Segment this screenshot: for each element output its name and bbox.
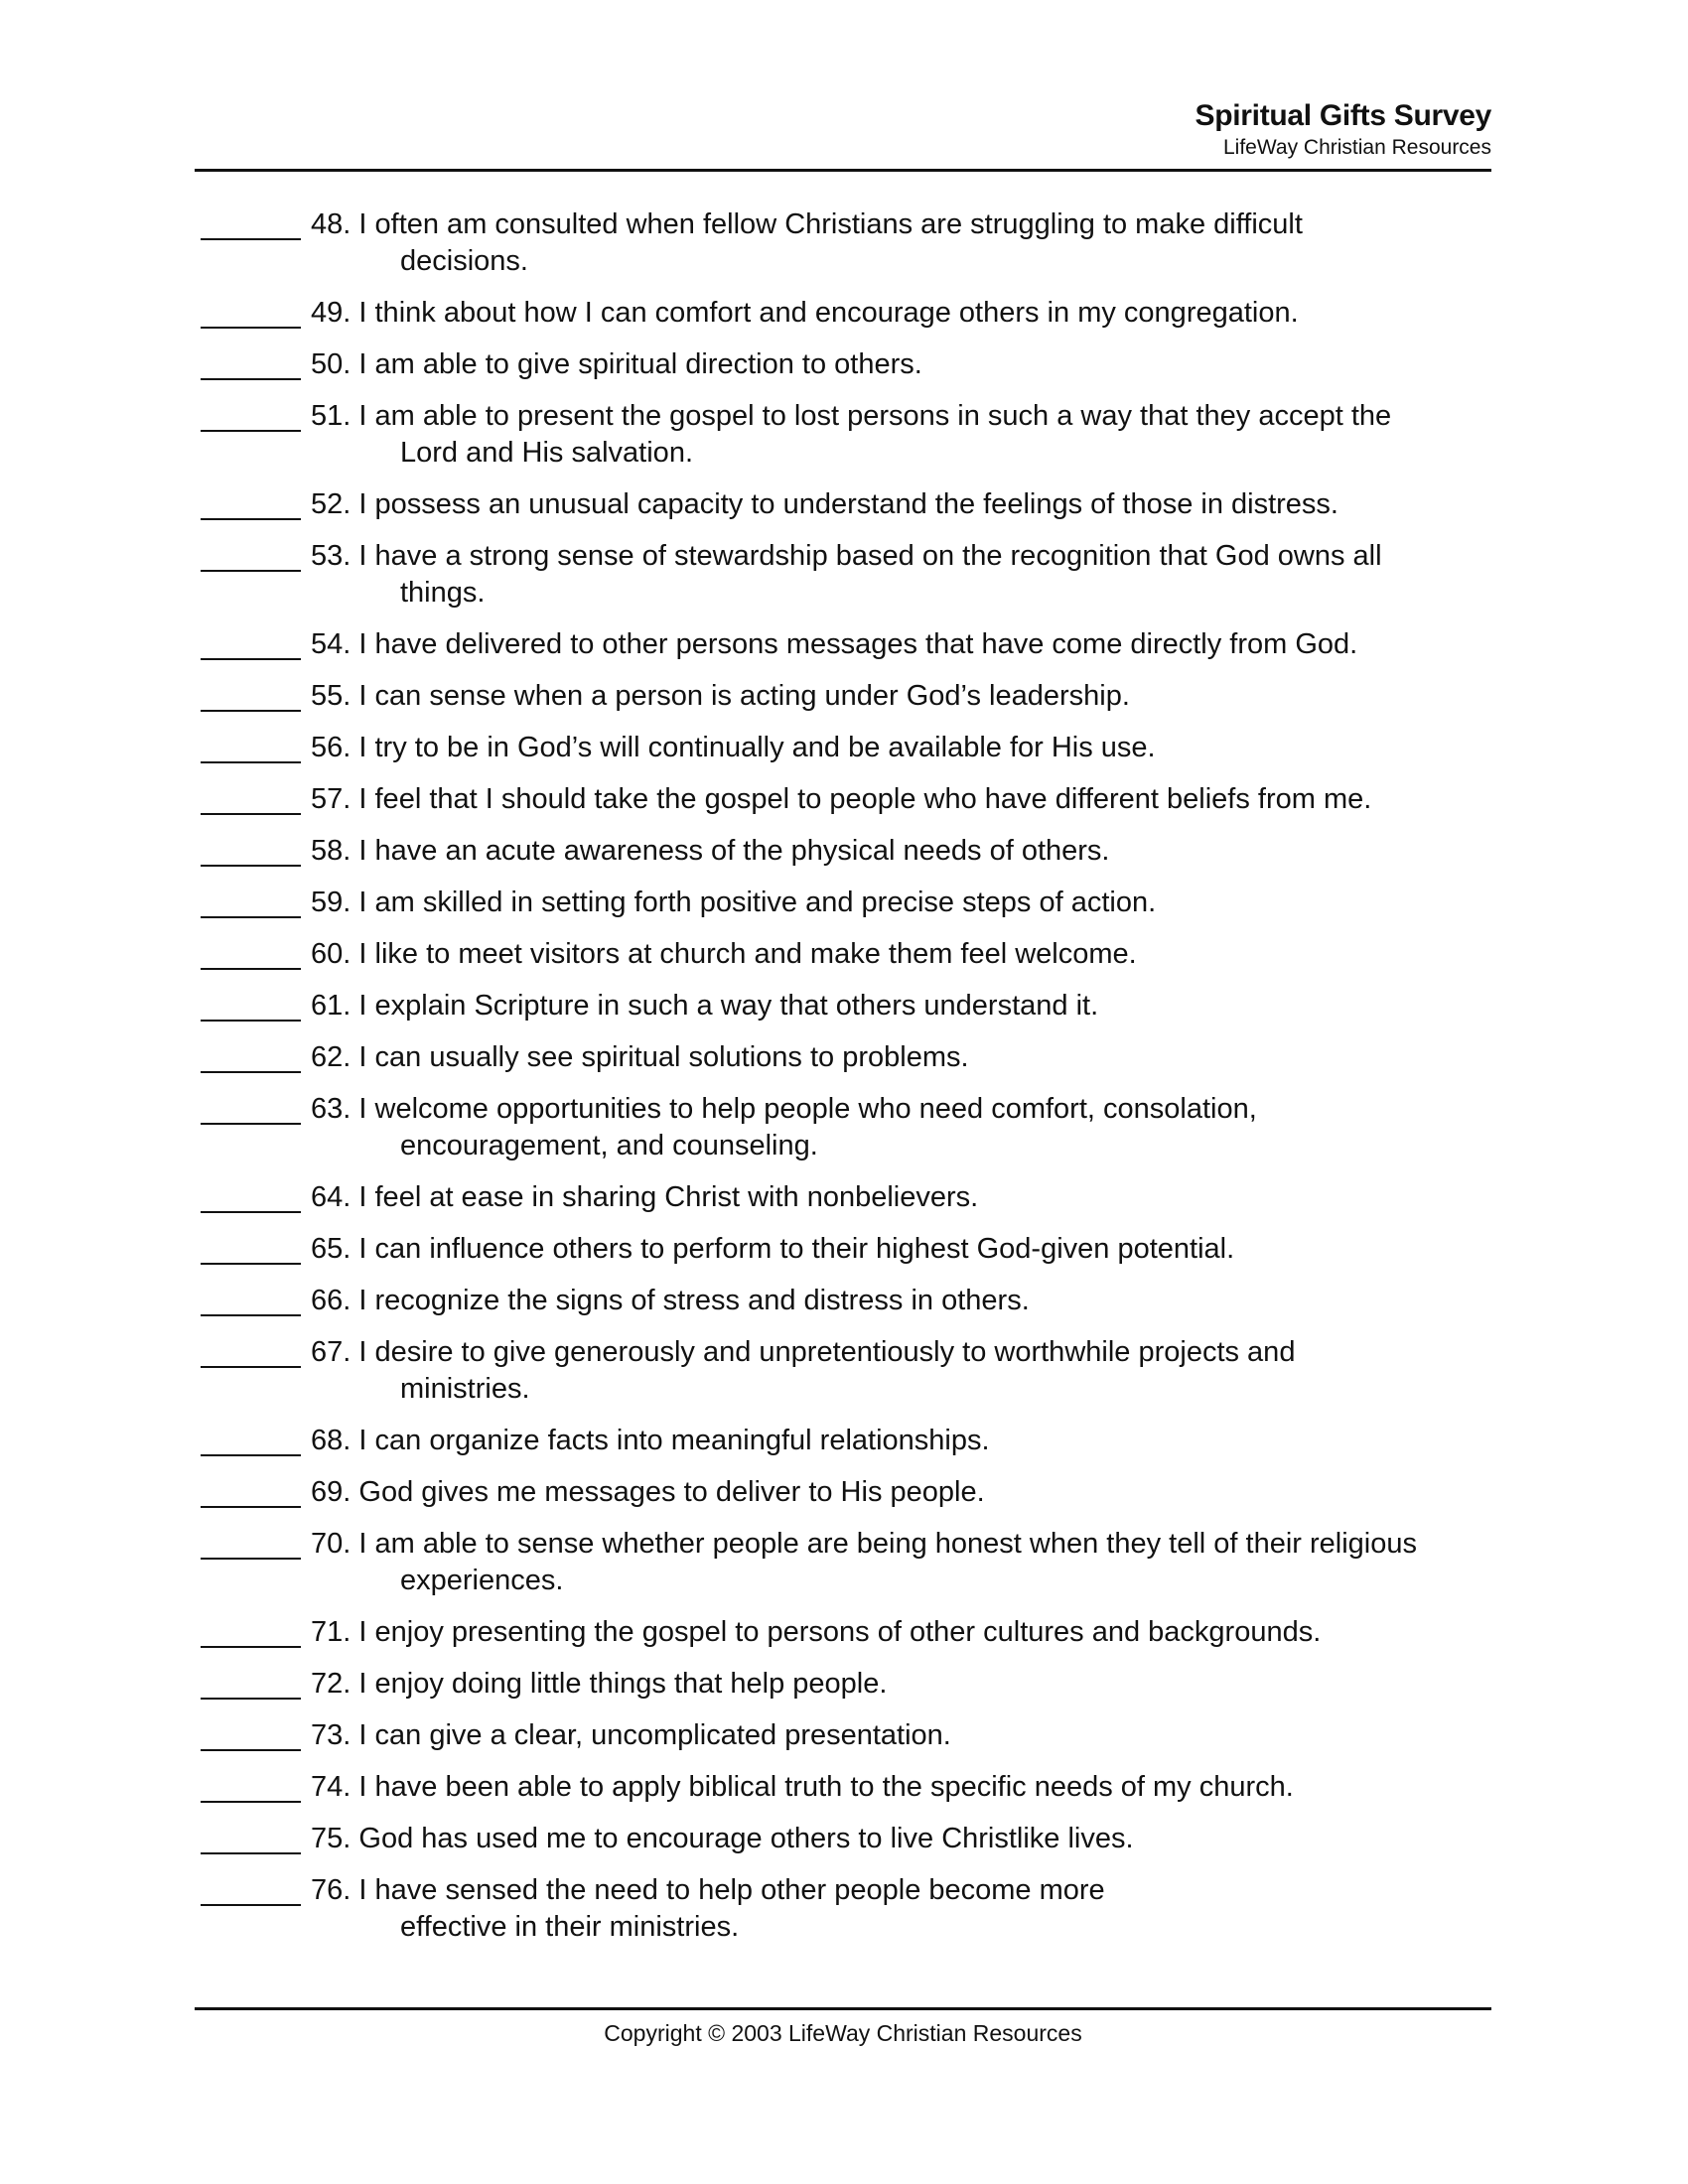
- question-statement: I can usually see spiritual solutions to problems.: [358, 1041, 969, 1073]
- question-item: [201, 936, 1491, 973]
- question-number: 75.: [311, 1823, 352, 1854]
- question-item: [201, 538, 1491, 612]
- question-text: [311, 1091, 1491, 1164]
- answer-blank[interactable]: [201, 1231, 301, 1265]
- question-statement: I enjoy doing little things that help people.: [358, 1668, 888, 1700]
- question-statement: God has used me to encourage others to live Christlike lives.: [358, 1823, 1134, 1854]
- question-statement-continued: effective in their ministries.: [400, 1911, 740, 1943]
- question-text: [311, 1474, 1491, 1511]
- answer-blank[interactable]: [201, 988, 301, 1022]
- question-number: 70.: [311, 1528, 352, 1560]
- answer-blank[interactable]: [201, 346, 301, 380]
- question-number: 61.: [311, 990, 352, 1022]
- answer-blank[interactable]: [201, 1717, 301, 1751]
- question-statement: I am able to present the gospel to lost persons in such a way that they accept the: [358, 400, 1392, 432]
- question-number: 72.: [311, 1668, 352, 1700]
- question-item: [201, 781, 1491, 818]
- question-number: 67.: [311, 1336, 352, 1368]
- question-number: 68.: [311, 1425, 352, 1456]
- question-statement: I welcome opportunities to help people who need comfort, consolation,: [358, 1093, 1257, 1125]
- question-statement: I have an acute awareness of the physical needs of others.: [358, 835, 1110, 867]
- question-number: 48.: [311, 208, 352, 240]
- question-statement-continued: things.: [400, 577, 486, 609]
- answer-blank[interactable]: [201, 833, 301, 867]
- question-number: 60.: [311, 938, 352, 970]
- answer-blank[interactable]: [201, 730, 301, 763]
- question-item: [201, 730, 1491, 766]
- question-statement-continued: ministries.: [400, 1373, 530, 1405]
- question-text: [311, 1179, 1491, 1216]
- question-number: 57.: [311, 783, 352, 815]
- question-item: [201, 206, 1491, 280]
- answer-blank[interactable]: [201, 1474, 301, 1508]
- answer-blank[interactable]: [201, 486, 301, 520]
- header-divider: [195, 169, 1491, 172]
- copyright-notice: Copyright © 2003 LifeWay Christian Resources: [604, 2020, 1082, 2046]
- question-statement: I have delivered to other persons messages that have come directly from God.: [358, 628, 1358, 660]
- question-text: [311, 1821, 1491, 1857]
- question-text: [311, 1334, 1491, 1408]
- question-number: 56.: [311, 732, 352, 763]
- question-number: 49.: [311, 297, 352, 329]
- question-text: [311, 1423, 1491, 1459]
- question-item: [201, 1872, 1491, 1946]
- question-number: 53.: [311, 540, 352, 572]
- question-text: [311, 833, 1491, 870]
- question-text: [311, 1717, 1491, 1754]
- answer-blank[interactable]: [201, 538, 301, 572]
- document-publisher: LifeWay Christian Resources: [1223, 136, 1491, 159]
- question-item: [201, 1283, 1491, 1319]
- answer-blank[interactable]: [201, 1179, 301, 1213]
- question-item: [201, 885, 1491, 921]
- question-text: [311, 486, 1491, 523]
- question-item: [201, 1091, 1491, 1164]
- question-statement: I desire to give generously and unpretentiously to worthwhile projects and: [358, 1336, 1296, 1368]
- question-text: [311, 936, 1491, 973]
- question-text: [311, 1614, 1491, 1651]
- question-number: 69.: [311, 1476, 352, 1508]
- question-text: [311, 988, 1491, 1024]
- question-statement: I can influence others to perform to their highest God-given potential.: [358, 1233, 1235, 1265]
- question-item: [201, 1179, 1491, 1216]
- question-statement: I am able to sense whether people are being honest when they tell of their religious: [358, 1528, 1417, 1560]
- question-text: [311, 626, 1491, 663]
- answer-blank[interactable]: [201, 1423, 301, 1456]
- question-statement: I have a strong sense of stewardship based on the recognition that God owns all: [358, 540, 1382, 572]
- answer-blank[interactable]: [201, 1614, 301, 1648]
- question-number: 76.: [311, 1874, 352, 1906]
- question-statement: I often am consulted when fellow Christians are struggling to make difficult: [358, 208, 1303, 240]
- question-statement: I can sense when a person is acting under God’s leadership.: [358, 680, 1130, 712]
- answer-blank[interactable]: [201, 1091, 301, 1125]
- question-statement: I am able to give spiritual direction to others.: [358, 348, 922, 380]
- question-statement-continued: Lord and His salvation.: [400, 437, 693, 469]
- question-statement: I can organize facts into meaningful relationships.: [358, 1425, 990, 1456]
- question-number: 71.: [311, 1616, 352, 1648]
- answer-blank[interactable]: [201, 398, 301, 432]
- question-item: [201, 398, 1491, 472]
- question-item: [201, 1614, 1491, 1651]
- question-text: [311, 730, 1491, 766]
- question-item: [201, 1474, 1491, 1511]
- question-item: [201, 1334, 1491, 1408]
- question-item: [201, 1821, 1491, 1857]
- answer-blank[interactable]: [201, 1283, 301, 1316]
- question-item: [201, 626, 1491, 663]
- question-number: 55.: [311, 680, 352, 712]
- question-statement: God gives me messages to deliver to His people.: [358, 1476, 985, 1508]
- answer-blank[interactable]: [201, 781, 301, 815]
- page-header: [195, 99, 1491, 161]
- question-text: [311, 1039, 1491, 1076]
- question-item: [201, 1526, 1491, 1599]
- footer-divider: [195, 2007, 1491, 2010]
- question-number: 73.: [311, 1719, 352, 1751]
- question-statement: I possess an unusual capacity to understand the feelings of those in distress.: [358, 488, 1338, 520]
- question-item: [201, 1423, 1491, 1459]
- question-statement: I feel at ease in sharing Christ with nonbelievers.: [358, 1181, 979, 1213]
- question-item: [201, 486, 1491, 523]
- question-list: [201, 206, 1491, 1961]
- answer-blank[interactable]: [201, 1821, 301, 1854]
- question-number: 59.: [311, 887, 352, 918]
- question-statement-continued: decisions.: [400, 245, 528, 277]
- question-statement: I like to meet visitors at church and make them feel welcome.: [358, 938, 1137, 970]
- answer-blank[interactable]: [201, 1039, 301, 1073]
- question-item: [201, 346, 1491, 383]
- question-item: [201, 678, 1491, 715]
- question-statement-continued: experiences.: [400, 1565, 564, 1596]
- answer-blank[interactable]: [201, 1526, 301, 1560]
- question-statement: I have been able to apply biblical truth to the specific needs of my church.: [358, 1771, 1294, 1803]
- question-text: [311, 1283, 1491, 1319]
- question-text: [311, 295, 1491, 332]
- question-text: [311, 206, 1491, 280]
- answer-blank[interactable]: [201, 936, 301, 970]
- question-item: [201, 1717, 1491, 1754]
- question-text: [311, 346, 1491, 383]
- question-statement: I think about how I can comfort and encourage others in my congregation.: [358, 297, 1299, 329]
- question-number: 64.: [311, 1181, 352, 1213]
- question-text: [311, 1769, 1491, 1806]
- question-statement: I explain Scripture in such a way that others understand it.: [358, 990, 1099, 1022]
- question-statement: I am skilled in setting forth positive and precise steps of action.: [358, 887, 1157, 918]
- question-text: [311, 678, 1491, 715]
- answer-blank[interactable]: [201, 1334, 301, 1368]
- answer-blank[interactable]: [201, 626, 301, 660]
- question-statement: I can give a clear, uncomplicated presentation.: [358, 1719, 951, 1751]
- question-item: [201, 1666, 1491, 1703]
- answer-blank[interactable]: [201, 295, 301, 329]
- answer-blank[interactable]: [201, 1666, 301, 1700]
- question-item: [201, 833, 1491, 870]
- question-number: 63.: [311, 1093, 352, 1125]
- question-text: [311, 1666, 1491, 1703]
- document-title: Spiritual Gifts Survey: [1195, 99, 1491, 132]
- question-number: 65.: [311, 1233, 352, 1265]
- answer-blank[interactable]: [201, 1872, 301, 1906]
- question-item: [201, 988, 1491, 1024]
- question-number: 58.: [311, 835, 352, 867]
- question-number: 52.: [311, 488, 352, 520]
- question-text: [311, 1231, 1491, 1268]
- answer-blank[interactable]: [201, 678, 301, 712]
- answer-blank[interactable]: [201, 885, 301, 918]
- answer-blank[interactable]: [201, 1769, 301, 1803]
- question-item: [201, 1769, 1491, 1806]
- question-number: 62.: [311, 1041, 352, 1073]
- question-statement: I have sensed the need to help other people become more: [358, 1874, 1105, 1906]
- question-text: [311, 1526, 1491, 1599]
- question-text: [311, 398, 1491, 472]
- question-item: [201, 1039, 1491, 1076]
- question-number: 74.: [311, 1771, 352, 1803]
- question-statement-continued: encouragement, and counseling.: [400, 1130, 818, 1161]
- question-text: [311, 538, 1491, 612]
- question-item: [201, 295, 1491, 332]
- question-number: 66.: [311, 1285, 352, 1316]
- question-statement: I try to be in God’s will continually and be available for His use.: [358, 732, 1156, 763]
- question-item: [201, 1231, 1491, 1268]
- question-statement: I feel that I should take the gospel to people who have different beliefs from me.: [358, 783, 1372, 815]
- question-statement: I enjoy presenting the gospel to persons of other cultures and backgrounds.: [358, 1616, 1322, 1648]
- question-number: 51.: [311, 400, 352, 432]
- question-number: 50.: [311, 348, 352, 380]
- question-text: [311, 1872, 1491, 1946]
- question-text: [311, 885, 1491, 921]
- question-statement: I recognize the signs of stress and distress in others.: [358, 1285, 1030, 1316]
- question-text: [311, 781, 1491, 818]
- question-number: 54.: [311, 628, 352, 660]
- answer-blank[interactable]: [201, 206, 301, 240]
